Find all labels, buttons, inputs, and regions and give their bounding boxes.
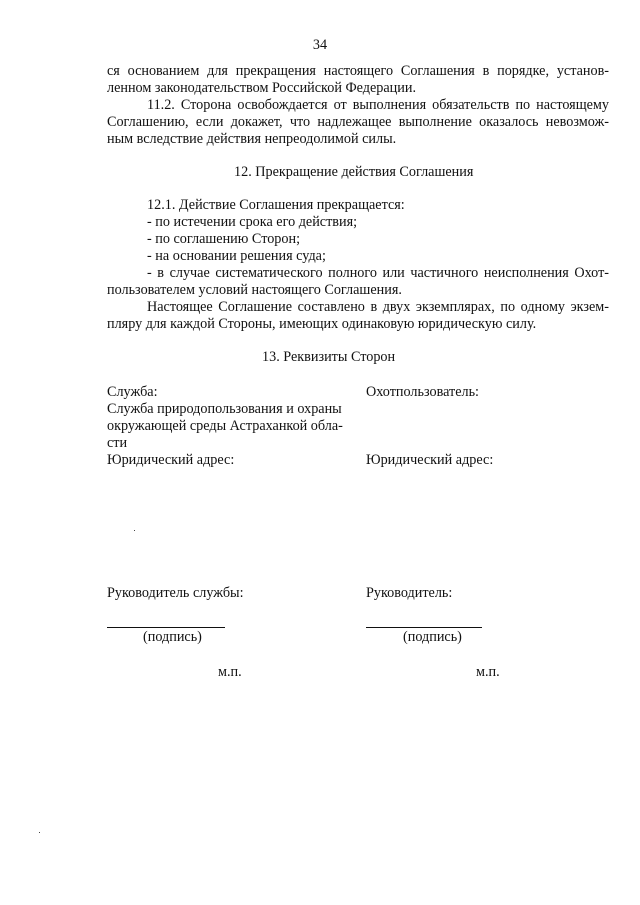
list-item: - по соглашению Сторон; [147,231,301,247]
scan-speck [134,530,135,531]
service-signature-line [107,627,225,628]
hunter-signature-line [366,627,482,628]
section-12-heading: 12. Прекращение действия Соглашения [234,164,474,180]
hunter-seal-mark: м.п. [476,664,500,680]
paragraph-line: ся основанием для прекращения настоящего Соглашения в порядке, установ- [107,63,609,79]
hunter-signature-caption: (подпись) [403,629,462,645]
clause-11-2-line: Соглашению, если докажет, что надлежащее выполнение оказалось невозмож- [107,114,609,130]
service-name-line: сти [107,435,128,451]
hunter-address-label: Юридический адрес: [366,452,494,468]
list-item: - по истечении срока его действия; [147,214,358,230]
list-item: - на основании решения суда; [147,248,326,264]
final-clause-line: пляру для каждой Стороны, имеющих одинаковую юридическую силу. [107,316,537,332]
list-item: - в случае систематического полного или частичного неисполнения Охот- [147,265,609,281]
page-number: 34 [312,37,328,53]
clause-11-2-line: ным вследствие действия непреодолимой силы. [107,131,397,147]
clause-12-1-intro: 12.1. Действие Соглашения прекращается: [147,197,405,213]
service-address-label: Юридический адрес: [107,452,235,468]
service-name-line: Служба природопользования и охраны [107,401,342,417]
hunter-title: Охотпользователь: [366,384,479,400]
service-name-line: окружающей среды Астраханкой обла- [107,418,343,434]
service-seal-mark: м.п. [218,664,242,680]
hunter-head-label: Руководитель: [366,585,453,601]
service-head-label: Руководитель службы: [107,585,244,601]
service-title: Служба: [107,384,158,400]
paragraph-line: ленном законодательством Российской Федерации. [107,80,417,96]
final-clause-line: Настоящее Соглашение составлено в двух экземплярах, по одному экзем- [147,299,609,315]
scan-speck [39,832,40,833]
service-signature-caption: (подпись) [143,629,202,645]
clause-11-2-line: 11.2. Сторона освобождается от выполнения обязательств по настоящему [147,97,609,113]
list-item-continuation: пользователем условий настоящего Соглашения. [107,282,402,298]
section-13-heading: 13. Реквизиты Сторон [262,349,396,365]
